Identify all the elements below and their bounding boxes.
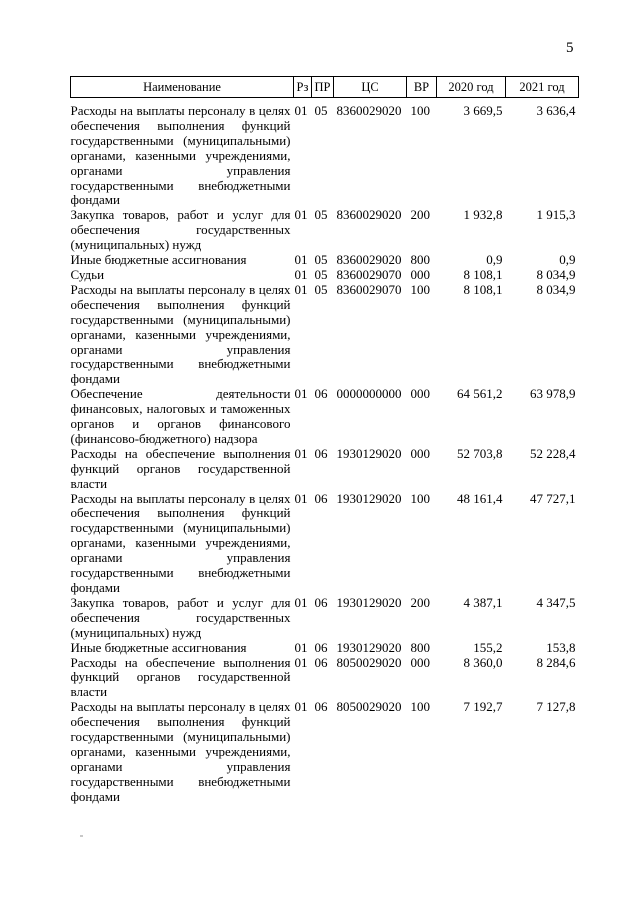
row-amount-2021: 52 228,4 (530, 445, 576, 461)
row-amount-2021: 0,9 (559, 252, 576, 268)
row-amount-2021: 7 127,8 (536, 699, 576, 715)
row-amount-2021: 8 034,9 (536, 281, 576, 297)
row-amount-2021: 8 034,9 (536, 266, 576, 282)
row-rz: 01 (294, 639, 308, 655)
row-name: Иные бюджетные ассигнования (70, 639, 247, 655)
row-amount-2020: 1 932,8 (463, 207, 503, 223)
row-vr: 100 (410, 490, 430, 506)
row-amount-2020: 4 387,1 (463, 594, 503, 610)
row-vr: 000 (410, 266, 430, 282)
header-vr: ВР (407, 77, 437, 98)
header-pr: ПР (312, 77, 334, 98)
row-amount-2020: 3 669,5 (463, 103, 503, 118)
table-row (71, 447, 579, 492)
row-vr: 800 (410, 639, 430, 655)
row-cs: 1930129020 (336, 639, 402, 655)
row-cs: 8360029070 (336, 266, 402, 282)
row-pr: 06 (314, 490, 328, 506)
row-name: Закупка товаров, работ и услуг для обеспечения государственных (муниципальных) нужд (70, 207, 291, 253)
row-name: Иные бюджетные ассигнования (70, 252, 247, 268)
row-amount-2021: 63 978,9 (530, 386, 576, 402)
row-rz: 01 (294, 699, 308, 715)
row-amount-2020: 48 161,4 (457, 490, 503, 506)
row-amount-2021: 4 347,5 (536, 594, 576, 610)
row-pr: 05 (314, 281, 328, 297)
table-row (71, 596, 579, 641)
row-amount-2020: 0,9 (486, 252, 503, 268)
row-cs: 8360029020 (336, 207, 402, 223)
row-name: Закупка товаров, работ и услуг для обеспечения государственных (муниципальных) нужд (70, 594, 291, 640)
table-row (71, 700, 579, 804)
row-name: Расходы на выплаты персоналу в целях обеспечения выполнения функций государственными (муниципальными) органами, казенными учреждениями, органами управления государственными внебюджетными фондами (70, 103, 291, 208)
row-rz: 01 (294, 207, 308, 223)
row-amount-2020: 8 108,1 (463, 266, 503, 282)
row-amount-2020: 64 561,2 (457, 386, 503, 402)
row-name: Расходы на выплаты персоналу в целях обеспечения выполнения функций государственными (муниципальными) органами, казенными учреждениями, органами управления государственными внебюджетными фондами (70, 281, 291, 387)
table-row (71, 641, 579, 656)
row-vr: 100 (410, 699, 430, 715)
header-cs: ЦС (334, 77, 407, 98)
table-row (71, 208, 579, 253)
header-name: Наименование (71, 77, 294, 98)
row-rz: 01 (294, 490, 308, 506)
row-cs: 8050029020 (336, 654, 402, 670)
row-cs: 0000000000 (336, 386, 402, 402)
row-name: Судьи (70, 266, 105, 282)
row-vr: 100 (410, 281, 430, 297)
table-row (71, 268, 579, 283)
row-amount-2020: 8 108,1 (463, 281, 503, 297)
table-header-row (71, 77, 579, 98)
row-pr: 06 (314, 386, 328, 402)
row-pr: 06 (314, 594, 328, 610)
row-rz: 01 (294, 252, 308, 268)
row-vr: 000 (410, 386, 430, 402)
row-pr: 06 (314, 639, 328, 655)
row-rz: 01 (294, 594, 308, 610)
row-amount-2021: 8 284,6 (536, 654, 576, 670)
row-pr: 05 (314, 266, 328, 282)
row-rz: 01 (294, 386, 308, 402)
row-pr: 06 (314, 699, 328, 715)
row-rz: 01 (294, 103, 308, 118)
row-vr: 000 (410, 654, 430, 670)
table-row (71, 98, 579, 209)
page-number: 5 (566, 40, 574, 56)
row-name: Обеспечение деятельности финансовых, налоговых и таможенных органов и органов финансового (финансово-бюджетного) надзора (70, 386, 291, 446)
budget-table (70, 76, 579, 805)
row-rz: 01 (294, 266, 308, 282)
row-cs: 8050029020 (336, 699, 402, 715)
table-row (71, 492, 579, 596)
row-amount-2021: 1 915,3 (536, 207, 576, 223)
header-2021: 2021 год (506, 77, 579, 98)
row-cs: 8360029070 (336, 281, 402, 297)
row-name: Расходы на выплаты персоналу в целях обеспечения выполнения функций государственными (муниципальными) органами, казенными учреждениями, органами управления государственными внебюджетными фондами (70, 490, 291, 595)
row-rz: 01 (294, 445, 308, 461)
row-amount-2021: 3 636,4 (536, 103, 576, 118)
row-cs: 8360029020 (336, 103, 402, 118)
row-cs: 1930129020 (336, 490, 402, 506)
row-amount-2021: 47 727,1 (530, 490, 576, 506)
row-amount-2020: 7 192,7 (463, 699, 503, 715)
row-amount-2020: 8 360,0 (463, 654, 503, 670)
row-pr: 05 (314, 207, 328, 223)
row-amount-2020: 52 703,8 (457, 445, 503, 461)
row-cs: 1930129020 (336, 445, 402, 461)
header-rz: Рз (294, 77, 312, 98)
row-vr: 800 (410, 252, 430, 268)
row-name: Расходы на обеспечение выполнения функций органов государственной власти (70, 654, 291, 700)
table-row (71, 656, 579, 701)
row-vr: 200 (410, 594, 430, 610)
row-pr: 05 (314, 103, 328, 118)
row-name: Расходы на выплаты персоналу в целях обеспечения выполнения функций государственными (муниципальными) органами, казенными учреждениями, органами управления государственными внебюджетными фондами (70, 699, 291, 804)
row-rz: 01 (294, 281, 308, 297)
table-row (71, 253, 579, 268)
scan-mark (80, 835, 83, 837)
row-amount-2020: 155,2 (473, 639, 503, 655)
row-pr: 06 (314, 654, 328, 670)
row-vr: 100 (410, 103, 430, 118)
row-cs: 8360029020 (336, 252, 402, 268)
header-2020: 2020 год (437, 77, 506, 98)
table-row (71, 283, 579, 387)
row-rz: 01 (294, 654, 308, 670)
table-row (71, 387, 579, 447)
row-vr: 200 (410, 207, 430, 223)
row-name: Расходы на обеспечение выполнения функций органов государственной власти (70, 445, 291, 491)
row-cs: 1930129020 (336, 594, 402, 610)
row-pr: 05 (314, 252, 328, 268)
row-pr: 06 (314, 445, 328, 461)
row-vr: 000 (410, 445, 430, 461)
row-amount-2021: 153,8 (546, 639, 576, 655)
